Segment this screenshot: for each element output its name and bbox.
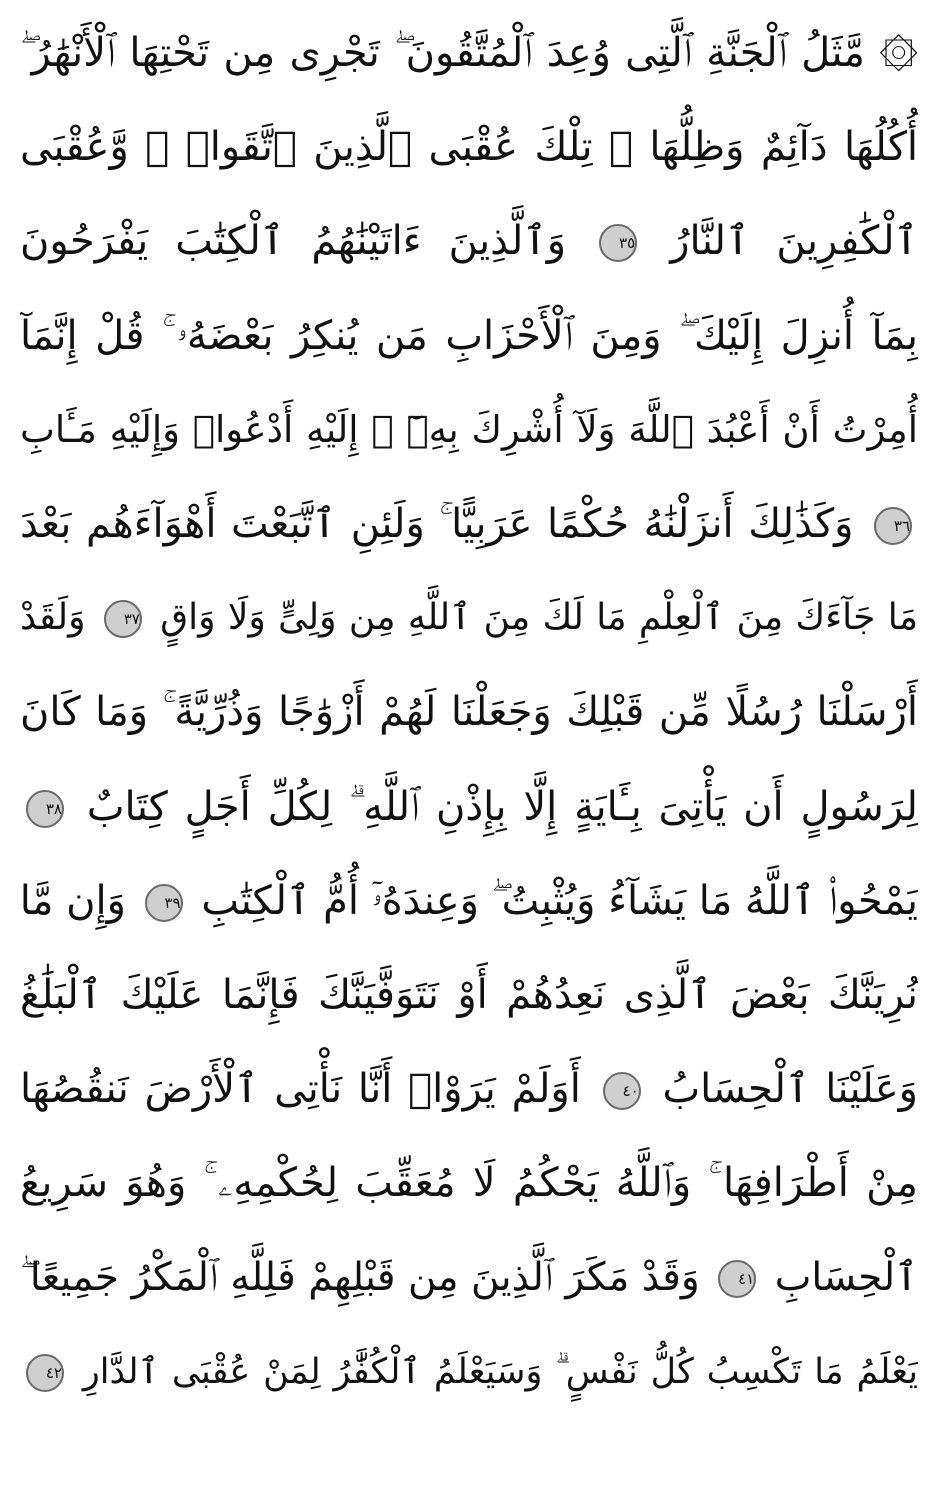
ayah-number-marker: ٣٧ [104, 600, 142, 638]
verse-line-text [20, 477, 918, 571]
ayah-number-marker: ٣٨ [26, 790, 64, 828]
verse-text-segment: يَعْلَمُ مَا تَكْسِبُ كُلُّ نَفْسٍ ۗ وَسَيَعْلَمُ ٱلْكُفَّٰرُ لِمَنْ عُقْبَى ٱلدَّارِ [82, 1351, 918, 1392]
verse-text-segment: وَكَذَٰلِكَ أَنزَلْنَٰهُ حُكْمًا عَرَبِيًّا ۚ وَلَئِنِ ٱتَّبَعْتَ أَهْوَآءَهُم بَعْدَ [20, 501, 854, 548]
verse-text-segment: بِمَآ أُنزِلَ إِلَيْكَ ۖ وَمِنَ ٱلْأَحْزَابِ مَن يُنكِرُ بَعْضَهُۥ ۚ قُلْ إِنَّمَآ [20, 312, 918, 359]
ayah-number-marker: ٣٦ [874, 507, 912, 545]
ayah-number-marker: ٤١ [718, 1260, 756, 1298]
verse-line [20, 571, 918, 665]
verse-line [20, 1230, 918, 1324]
ayah-number-marker: ٤٠ [603, 1072, 641, 1110]
ayah-number-marker: ٣٩ [145, 884, 183, 922]
verse-text-segment: نُرِيَنَّكَ بَعْضَ ٱلَّذِى نَعِدُهُمْ أَوْ نَتَوَفَّيَنَّكَ فَإِنَّمَا عَلَيْكَ ٱلْبَلَٰغُ [20, 971, 918, 1018]
verse-text-segment: وَإِن مَّا [20, 877, 126, 924]
verse-line-text [20, 6, 918, 100]
verse-line [20, 665, 918, 759]
verse-line-text [20, 948, 918, 1042]
verse-text-segment: ۞ مَّثَلُ ٱلْجَنَّةِ ٱلَّتِى وُعِدَ ٱلْمُتَّقُونَ ۖ تَجْرِى مِن تَحْتِهَا ٱلْأَنْهَٰرُ ۖ [20, 30, 918, 77]
verse-text-segment: لِرَسُولٍ أَن يَأْتِىَ بِـَٔايَةٍ إِلَّا بِإِذْنِ ٱللَّهِ ۗ لِكُلِّ أَجَلٍ كِتَابٌ [86, 783, 918, 830]
verse-line-text [20, 854, 918, 948]
verse-text-segment: أَوَلَمْ يَرَوْا۟ أَنَّا نَأْتِى ٱلْأَرْضَ نَنقُصُهَا [20, 1066, 581, 1113]
verse-text-segment: أُكُلُهَا دَآئِمٌ وَظِلُّهَا ۚ تِلْكَ عُقْبَى ٱلَّذِينَ ٱتَّقَوا۟ ۖ وَّعُقْبَى [20, 124, 918, 171]
verse-text-segment: يَمْحُوا۟ ٱللَّهُ مَا يَشَآءُ وَيُثْبِتُ ۖ وَعِندَهُۥٓ أُمُّ ٱلْكِتَٰبِ [201, 877, 918, 924]
verse-line [20, 1042, 918, 1136]
verse-line [20, 1136, 918, 1230]
ayah-number-marker: ٣٥ [599, 224, 637, 262]
verse-text-segment: ٱلْحِسَابِ [774, 1254, 918, 1300]
verse-line-text [20, 1231, 918, 1325]
verse-line [20, 289, 918, 383]
verse-line [20, 1325, 918, 1419]
verse-line [20, 194, 918, 288]
verse-line-text [20, 1325, 918, 1419]
verse-line-text [20, 100, 918, 194]
verse-line-text [20, 1136, 918, 1230]
verse-text-segment: مَا جَآءَكَ مِنَ ٱلْعِلْمِ مَا لَكَ مِنَ ٱللَّهِ مِن وَلِىٍّ وَلَا وَاقٍ [160, 597, 918, 639]
ayah-number-marker: ٤٢ [26, 1354, 64, 1392]
verse-text-segment: ٱلْكَٰفِرِينَ ٱلنَّارُ [670, 218, 918, 265]
verse-text-segment: أُمِرْتُ أَنْ أَعْبُدَ ٱللَّهَ وَلَآ أُشْرِكَ بِهِۦٓ ۚ إِلَيْهِ أَدْعُوا۟ وَإِلَيْهِ مَـَٔابِ [20, 407, 918, 451]
verse-line [20, 100, 918, 194]
verse-line [20, 383, 918, 477]
verse-line-text [20, 665, 918, 759]
verse-text-segment: وَلَقَدْ [20, 597, 86, 639]
verse-line-text [20, 1042, 918, 1136]
verse-text-segment: مِنْ أَطْرَافِهَا ۚ وَٱللَّهُ يَحْكُمُ لَا مُعَقِّبَ لِحُكْمِهِۦ ۚ وَهُوَ سَرِيعُ [20, 1160, 918, 1207]
verse-line-text [20, 194, 918, 288]
verse-line-text [20, 289, 918, 383]
verse-text-segment: وَعَلَيْنَا ٱلْحِسَابُ [662, 1066, 918, 1113]
verse-line [20, 760, 918, 854]
verse-line [20, 854, 918, 948]
verse-line-text [20, 571, 918, 665]
verse-line [20, 477, 918, 571]
verse-line-text [20, 760, 918, 854]
verse-text-segment: وَقَدْ مَكَرَ ٱلَّذِينَ مِن قَبْلِهِمْ فَلِلَّهِ ٱلْمَكْرُ جَمِيعًا ۖ [20, 1254, 700, 1300]
verse-text-segment: وَٱلَّذِينَ ءَاتَيْنَٰهُمُ ٱلْكِتَٰبَ يَفْرَحُونَ [20, 218, 567, 265]
verse-line [20, 6, 918, 100]
verse-text-segment: أَرْسَلْنَا رُسُلًا مِّن قَبْلِكَ وَجَعَلْنَا لَهُمْ أَزْوَٰجًا وَذُرِّيَّةً ۚ وَمَا كَانَ [20, 689, 918, 736]
verse-line [20, 948, 918, 1042]
verse-line-text [20, 383, 918, 477]
